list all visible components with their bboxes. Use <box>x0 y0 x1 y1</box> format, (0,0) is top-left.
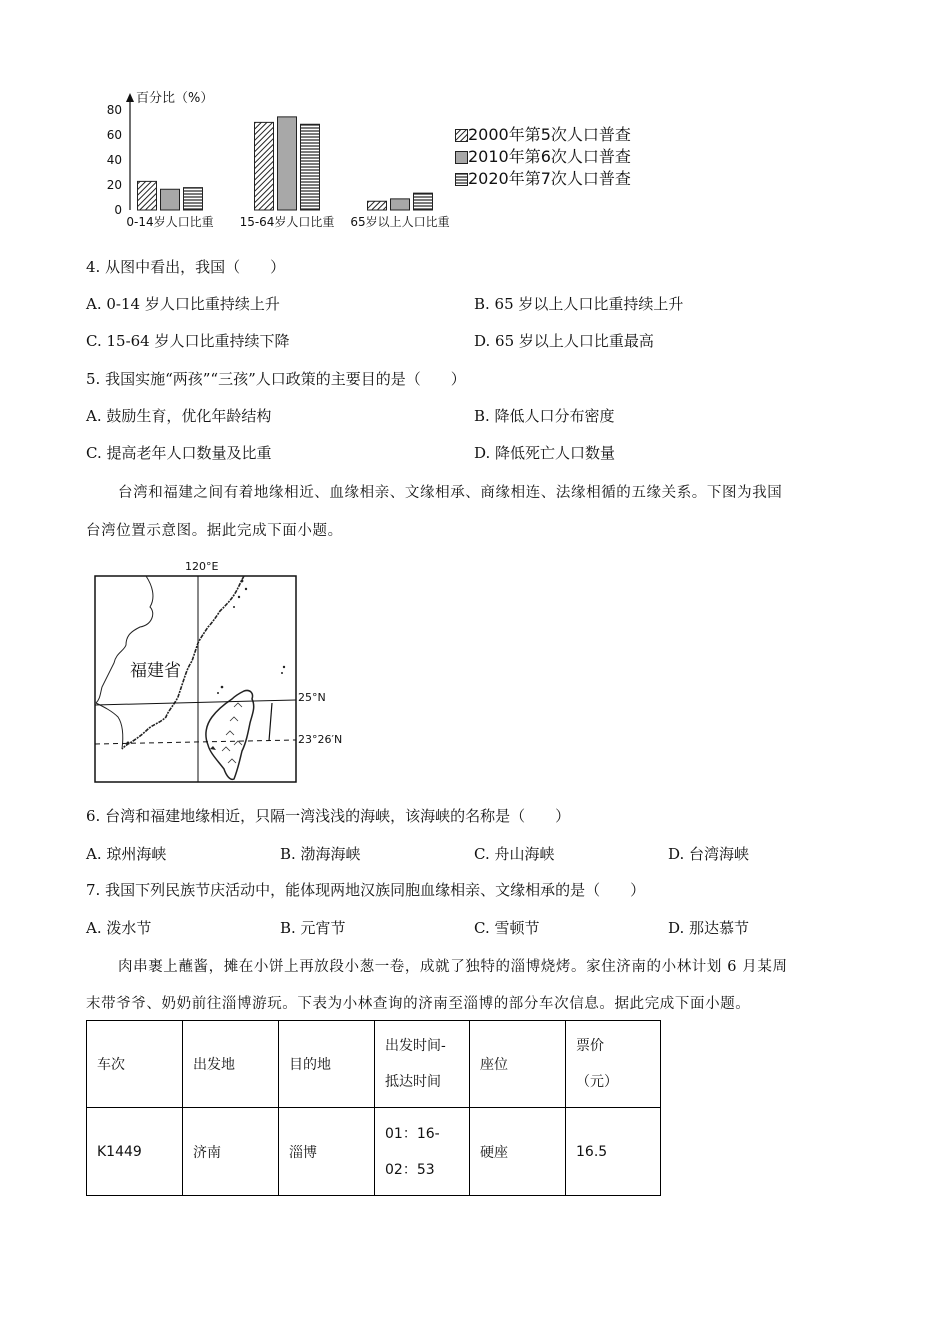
legend-item-2000 <box>455 124 631 146</box>
question-4-option-c[interactable]: C. 15-64 岁人口比重持续下降 <box>86 332 290 350</box>
cell-arrive: 02：53 <box>385 1161 435 1178</box>
header-arrive-time: 抵达时间 <box>385 1074 441 1090</box>
bar <box>278 117 297 210</box>
legend-label-2000: 2000年第5次人口普查 <box>468 125 631 144</box>
question-7-option-d[interactable]: D. 那达慕节 <box>668 919 750 937</box>
legend-swatch-2000 <box>455 129 468 142</box>
passage-taiwan-line-2: 台湾位置示意图。据此完成下面小题。 <box>86 523 343 539</box>
bar <box>368 201 387 210</box>
map-tropic-label: 23°26′N <box>298 733 343 746</box>
question-4-option-b[interactable]: B. 65 岁以上人口比重持续上升 <box>474 295 684 313</box>
header-seat: 座位 <box>470 1021 566 1108</box>
x-category-label: 0-14岁人口比重 <box>126 215 214 229</box>
question-5-option-a[interactable]: A. 鼓励生育，优化年龄结构 <box>86 407 272 425</box>
passage-taiwan-line-1: 台湾和福建之间有着地缘相近、血缘相亲、文缘相承、商缘相连、法缘相循的五缘关系。下图为我国 <box>118 485 783 501</box>
legend-label-2020: 2020年第7次人口普查 <box>468 169 631 188</box>
bar <box>138 181 157 210</box>
chart-legend <box>455 124 631 190</box>
y-tick-label: 40 <box>106 153 122 167</box>
header-to: 目的地 <box>279 1021 375 1108</box>
table-row <box>87 1108 661 1196</box>
cell-train: K1449 <box>87 1108 183 1196</box>
legend-label-2010: 2010年第6次人口普查 <box>468 147 631 166</box>
question-7-option-a[interactable]: A. 泼水节 <box>86 919 152 937</box>
bar <box>255 122 274 210</box>
taiwan-location-map <box>94 575 298 785</box>
question-6-option-b[interactable]: B. 渤海海峡 <box>280 845 361 863</box>
y-tick-label: 0 <box>114 203 122 217</box>
cell-to: 淄博 <box>279 1108 375 1196</box>
y-axis-arrow <box>126 93 134 102</box>
bar <box>184 188 203 210</box>
legend-item-2010 <box>455 146 631 168</box>
legend-swatch-2020 <box>455 173 468 186</box>
header-from: 出发地 <box>183 1021 279 1108</box>
question-6-option-c[interactable]: C. 舟山海峡 <box>474 845 555 863</box>
table-header-row <box>87 1021 661 1108</box>
cell-price: 16.5 <box>566 1108 661 1196</box>
question-6-stem: 6. 台湾和福建地缘相近，只隔一湾浅浅的海峡，该海峡的名称是（ ） <box>86 807 571 825</box>
map-lat25-label: 25°N <box>298 691 326 704</box>
question-7-stem: 7. 我国下列民族节庆活动中，能体现两地汉族同胞血缘相亲、文缘相承的是（ ） <box>86 881 646 899</box>
train-info-table <box>86 1020 661 1196</box>
question-5-stem: 5. 我国实施“两孩”“三孩”人口政策的主要目的是（ ） <box>86 370 466 388</box>
question-4-option-d[interactable]: D. 65 岁以上人口比重最高 <box>474 332 654 350</box>
question-6-option-a[interactable]: A. 琼州海峡 <box>86 845 167 863</box>
cell-time <box>375 1108 470 1196</box>
question-7-option-c[interactable]: C. 雪顿节 <box>474 919 540 937</box>
question-5-option-d[interactable]: D. 降低死亡人口数量 <box>474 444 616 462</box>
header-price <box>566 1021 661 1108</box>
map-frame <box>95 576 296 782</box>
cell-from: 济南 <box>183 1108 279 1196</box>
bar <box>161 189 180 210</box>
question-4-stem: 4. 从图中看出，我国（ ） <box>86 258 286 276</box>
cell-depart: 01：16- <box>385 1125 440 1142</box>
y-tick-label: 80 <box>106 103 122 117</box>
bar <box>414 193 433 210</box>
y-tick-label: 20 <box>106 178 122 192</box>
y-axis-label: 百分比（%） <box>136 91 214 106</box>
header-depart-time: 出发时间- <box>385 1038 446 1054</box>
legend-swatch-2010 <box>455 151 468 164</box>
legend-item-2020 <box>455 168 631 190</box>
x-category-label: 65岁以上人口比重 <box>350 215 450 229</box>
bar <box>391 199 410 210</box>
question-5-option-b[interactable]: B. 降低人口分布密度 <box>474 407 615 425</box>
passage-zibo-line-1: 肉串裹上蘸酱，摊在小饼上再放段小葱一卷，成就了独特的淄博烧烤。家住济南的小林计划 6 月某周 <box>118 959 788 975</box>
bar <box>301 124 320 210</box>
cell-seat: 硬座 <box>470 1108 566 1196</box>
header-price-label: 票价 <box>576 1038 604 1054</box>
x-category-label: 15-64岁人口比重 <box>239 215 335 229</box>
question-6-option-d[interactable]: D. 台湾海峡 <box>668 845 750 863</box>
question-7-option-b[interactable]: B. 元宵节 <box>280 919 346 937</box>
question-4-option-a[interactable]: A. 0-14 岁人口比重持续上升 <box>86 295 280 313</box>
y-tick-label: 60 <box>106 128 122 142</box>
passage-zibo-line-2: 末带爷爷、奶奶前往淄博游玩。下表为小林查询的济南至淄博的部分车次信息。据此完成下面小题。 <box>86 996 751 1012</box>
header-price-unit: （元） <box>576 1074 618 1090</box>
header-train: 车次 <box>87 1021 183 1108</box>
map-longitude-label: 120°E <box>185 560 219 573</box>
map-province-label: 福建省 <box>130 656 181 681</box>
header-time <box>375 1021 470 1108</box>
question-5-option-c[interactable]: C. 提高老年人口数量及比重 <box>86 444 272 462</box>
